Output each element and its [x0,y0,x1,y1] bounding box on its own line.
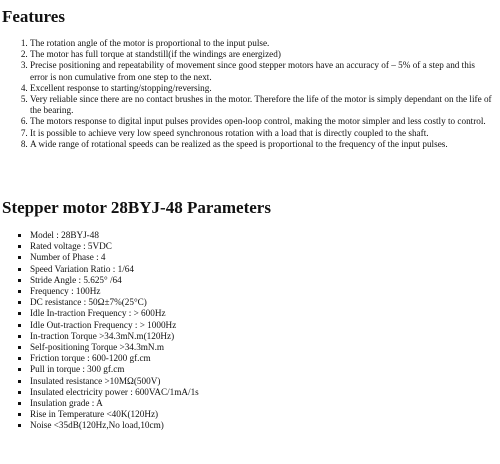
parameter-item: ▪ Idle Out-traction Frequency : > 1000Hz [30,320,494,331]
parameters-heading: Stepper motor 28BYJ-48 Parameters [2,198,271,217]
parameters-list [0,230,494,432]
parameter-item: ▪ Model : 28BYJ-48 [30,230,494,241]
feature-item: 5. Very reliable since there are no contact brushes in the motor. Therefore the life of the motor is simply dependant on the life of the bearing. [30,94,494,116]
parameter-item: ▪ Idle In-traction Frequency : > 600Hz [30,308,494,319]
parameter-item: ▪ Frequency : 100Hz [30,286,494,297]
parameter-item: ▪ Speed Variation Ratio : 1/64 [30,264,494,275]
feature-item: 3. Precise positioning and repeatability of movement since good stepper motors have an accuracy of – 5% of a step and this error is non cumulative from one step to the next. [30,60,494,82]
parameter-item: ▪ Insulation grade : A [30,398,494,409]
feature-item: 8. A wide range of rotational speeds can be realized as the speed is proportional to the frequency of the input pulses. [30,139,494,150]
feature-item: 2. The motor has full torque at standstill(if the windings are energized) [30,49,494,60]
parameter-item: ▪ Insulated resistance >10MΩ(500V) [30,376,494,387]
parameter-item: ▪ Pull in torque : 300 gf.cm [30,364,494,375]
parameter-item: ▪ Rise in Temperature <40K(120Hz) [30,409,494,420]
parameter-item: ▪ Number of Phase : 4 [30,252,494,263]
parameter-item: ▪ Friction torque : 600-1200 gf.cm [30,353,494,364]
parameter-item: ▪ Rated voltage : 5VDC [30,241,494,252]
parameter-item: ▪ DC resistance : 50Ω±7%(25°C) [30,297,494,308]
parameter-item: ▪ Self-positioning Torque >34.3mN.m [30,342,494,353]
feature-item: 6. The motors response to digital input pulses provides open-loop control, making the motor simpler and less costly to control. [30,116,494,127]
feature-item: 4. Excellent response to starting/stopping/reversing. [30,83,494,94]
feature-item: 1. The rotation angle of the motor is proportional to the input pulse. [30,38,494,49]
parameter-item: ▪ In-traction Torque >34.3mN.m(120Hz) [30,331,494,342]
parameter-item: ▪ Stride Angle : 5.625° /64 [30,275,494,286]
parameter-item: ▪ Insulated electricity power : 600VAC/1mA/1s [30,387,494,398]
features-list [0,38,494,150]
features-heading: Features [2,7,65,26]
parameter-item: ▪ Noise <35dB(120Hz,No load,10cm) [30,420,494,431]
feature-item: 7. It is possible to achieve very low speed synchronous rotation with a load that is directly coupled to the shaft. [30,128,494,139]
